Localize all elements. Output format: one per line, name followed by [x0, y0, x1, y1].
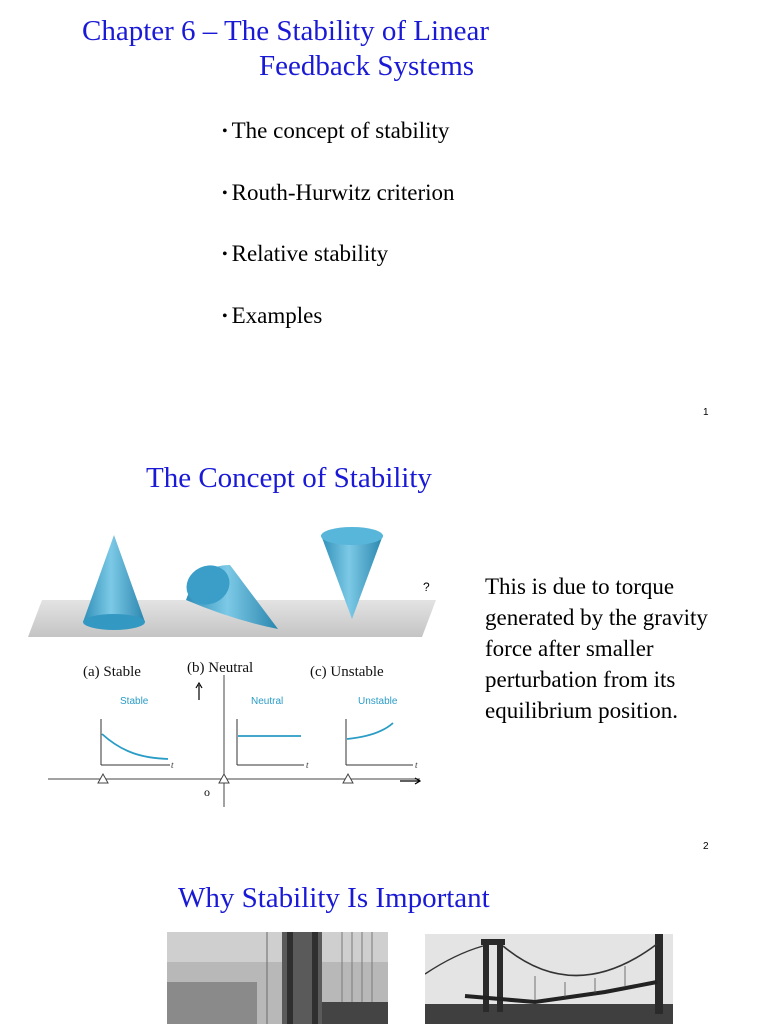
axis-t-label: t: [306, 760, 309, 770]
slide2-paragraph: This is due to torque generated by the gravity force after smaller perturbation from its equilibrium position.: [485, 574, 708, 723]
bullet-item: [222, 118, 449, 144]
bullet-item: [222, 303, 322, 329]
axis-t-label: t: [415, 760, 418, 770]
mini-plot-neutral: [237, 696, 309, 770]
bullet-glyph: •: [222, 308, 228, 325]
stability-cones-figure: [28, 525, 448, 815]
bullet-item: [222, 180, 455, 206]
bullet-item: [222, 241, 388, 267]
slide1-title: [82, 14, 489, 84]
cone-label-stable: (a) Stable: [83, 664, 141, 680]
mini-plot-unstable: [346, 696, 418, 770]
plot-label-unstable: Unstable: [358, 696, 398, 707]
origin-label: o: [204, 785, 210, 799]
bullet-text: The concept of stability: [231, 118, 450, 143]
cone-label-neutral: (b) Neutral: [187, 660, 254, 676]
bullet-glyph: •: [222, 123, 228, 140]
up-arrow-icon: [196, 683, 202, 700]
plot-label-neutral: Neutral: [251, 696, 284, 707]
slide3-title: Why Stability Is Important: [178, 882, 490, 914]
bullet-glyph: •: [222, 246, 228, 263]
bullet-glyph: •: [222, 185, 228, 202]
slide1-title-line1: Chapter 6 – The Stability of Linear: [82, 15, 489, 47]
bullet-text: Relative stability: [231, 241, 389, 266]
slide2-title: The Concept of Stability: [146, 462, 432, 494]
question-mark: ?: [423, 580, 430, 594]
mini-plot-stable: [101, 696, 174, 770]
axis-t-label: t: [171, 760, 174, 770]
page-number: 1: [703, 407, 709, 418]
bullet-text: Routh-Hurwitz criterion: [231, 180, 455, 205]
bridge-photo-left: [167, 932, 388, 1024]
bridge-photo-right: [425, 934, 673, 1024]
slide1-title-line2: Feedback Systems: [259, 50, 475, 82]
page-number: 2: [703, 841, 709, 852]
cone-label-unstable: (c) Unstable: [310, 664, 384, 680]
bullet-text: Examples: [231, 303, 323, 328]
plot-label-stable: Stable: [120, 696, 149, 707]
stable-cone: [83, 535, 145, 630]
